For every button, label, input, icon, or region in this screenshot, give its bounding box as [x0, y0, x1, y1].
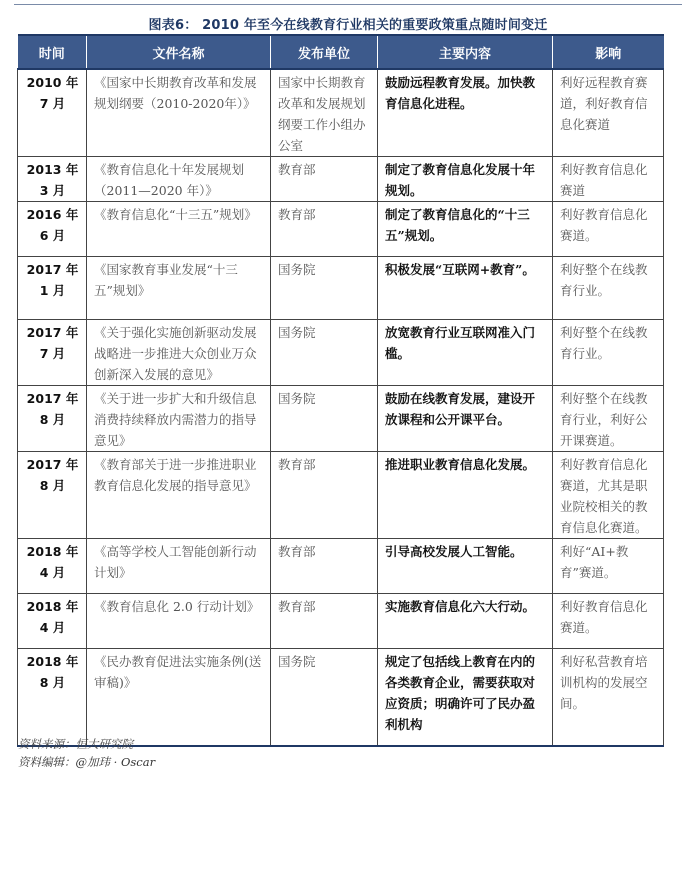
row-impact: 利好“AI+教育”赛道。: [553, 539, 664, 594]
row-doc: 《民办教育促进法实施条例(送审稿)》: [87, 649, 271, 746]
table-row: [18, 386, 664, 452]
header-issuer: 发布单位: [271, 35, 378, 69]
row-issuer: 国务院: [271, 386, 378, 452]
table-caption: 图表6： 2010 年至今在线教育行业相关的重要政策重点随时间变迁: [148, 18, 548, 33]
row-time: 2017 年 1 月: [18, 257, 87, 320]
row-content: 鼓励远程教育发展。加快教育信息化进程。: [378, 69, 553, 157]
table-row: [18, 257, 664, 320]
row-doc: 《教育信息化“十三五”规划》: [87, 202, 271, 257]
table-row: [18, 452, 664, 539]
header-content: 主要内容: [378, 35, 553, 69]
table-row: [18, 649, 664, 746]
header-time: 时间: [18, 35, 87, 69]
row-time: 2018 年 4 月: [18, 539, 87, 594]
row-time: 2018 年 8 月: [18, 649, 87, 746]
row-impact: 利好教育信息化赛道。: [553, 594, 664, 649]
policy-table: [17, 34, 664, 747]
row-issuer: 教育部: [271, 202, 378, 257]
row-doc: 《关于进一步扩大和升级信息消费持续释放内需潜力的指导意见》: [87, 386, 271, 452]
row-content: 积极发展“互联网+教育”。: [378, 257, 553, 320]
row-content: 引导高校发展人工智能。: [378, 539, 553, 594]
row-impact: 利好教育信息化赛道: [553, 157, 664, 202]
header-doc: 文件名称: [87, 35, 271, 69]
source-note: 资料来源：恒大研究院: [18, 737, 133, 751]
row-issuer: 国家中长期教育改革和发展规划纲要工作小组办公室: [271, 69, 378, 157]
row-doc: 《国家教育事业发展“十三五”规划》: [87, 257, 271, 320]
row-doc: 《教育信息化 2.0 行动计划》: [87, 594, 271, 649]
table-row: [18, 539, 664, 594]
row-issuer: 教育部: [271, 452, 378, 539]
row-time: 2017 年 8 月: [18, 386, 87, 452]
row-impact: 利好整个在线教育行业。: [553, 257, 664, 320]
row-content: 制定了教育信息化的“十三五”规划。: [378, 202, 553, 257]
row-issuer: 国务院: [271, 257, 378, 320]
header-impact: 影响: [553, 35, 664, 69]
row-impact: 利好整个在线教育行业。: [553, 320, 664, 386]
row-content: 鼓励在线教育发展，建设开放课程和公开课平台。: [378, 386, 553, 452]
row-issuer: 教育部: [271, 594, 378, 649]
row-content: 推进职业教育信息化发展。: [378, 452, 553, 539]
table-row: [18, 202, 664, 257]
row-doc: 《教育信息化十年发展规划（2011—2020 年）》: [87, 157, 271, 202]
table-header-row: [18, 35, 664, 69]
table-row: [18, 320, 664, 386]
row-doc: 《关于强化实施创新驱动发展战略进一步推进大众创业万众创新深入发展的意见》: [87, 320, 271, 386]
row-issuer: 教育部: [271, 157, 378, 202]
row-content: 放宽教育行业互联网准入门槛。: [378, 320, 553, 386]
row-doc: 《国家中长期教育改革和发展规划纲要（2010-2020年）》: [87, 69, 271, 157]
table-row: [18, 594, 664, 649]
row-content: 实施教育信息化六大行动。: [378, 594, 553, 649]
row-impact: 利好整个在线教育行业，利好公开课赛道。: [553, 386, 664, 452]
row-content: 制定了教育信息化发展十年规划。: [378, 157, 553, 202]
row-impact: 利好教育信息化赛道。: [553, 202, 664, 257]
row-time: 2013 年 3 月: [18, 157, 87, 202]
row-time: 2017 年 8 月: [18, 452, 87, 539]
row-time: 2017 年 7 月: [18, 320, 87, 386]
row-impact: 利好远程教育赛道，利好教育信息化赛道: [553, 69, 664, 157]
table-body: [18, 69, 664, 746]
row-issuer: 国务院: [271, 320, 378, 386]
row-doc: 《高等学校人工智能创新行动计划》: [87, 539, 271, 594]
row-issuer: 国务院: [271, 649, 378, 746]
editor-note: 资料编辑：@加玮 · Oscar: [18, 755, 156, 769]
row-time: 2016 年 6 月: [18, 202, 87, 257]
row-impact: 利好教育信息化赛道，尤其是职业院校相关的教育信息化赛道。: [553, 452, 664, 539]
row-time: 2018 年 4 月: [18, 594, 87, 649]
row-issuer: 教育部: [271, 539, 378, 594]
row-doc: 《教育部关于进一步推进职业教育信息化发展的指导意见》: [87, 452, 271, 539]
row-time: 2010 年 7 月: [18, 69, 87, 157]
top-rule: [14, 4, 682, 5]
row-impact: 利好私营教育培训机构的发展空间。: [553, 649, 664, 746]
table-row: [18, 157, 664, 202]
table-row: [18, 69, 664, 157]
row-content: 规定了包括线上教育在内的各类教育企业，需要获取对应资质；明确许可了民办盈利机构: [378, 649, 553, 746]
